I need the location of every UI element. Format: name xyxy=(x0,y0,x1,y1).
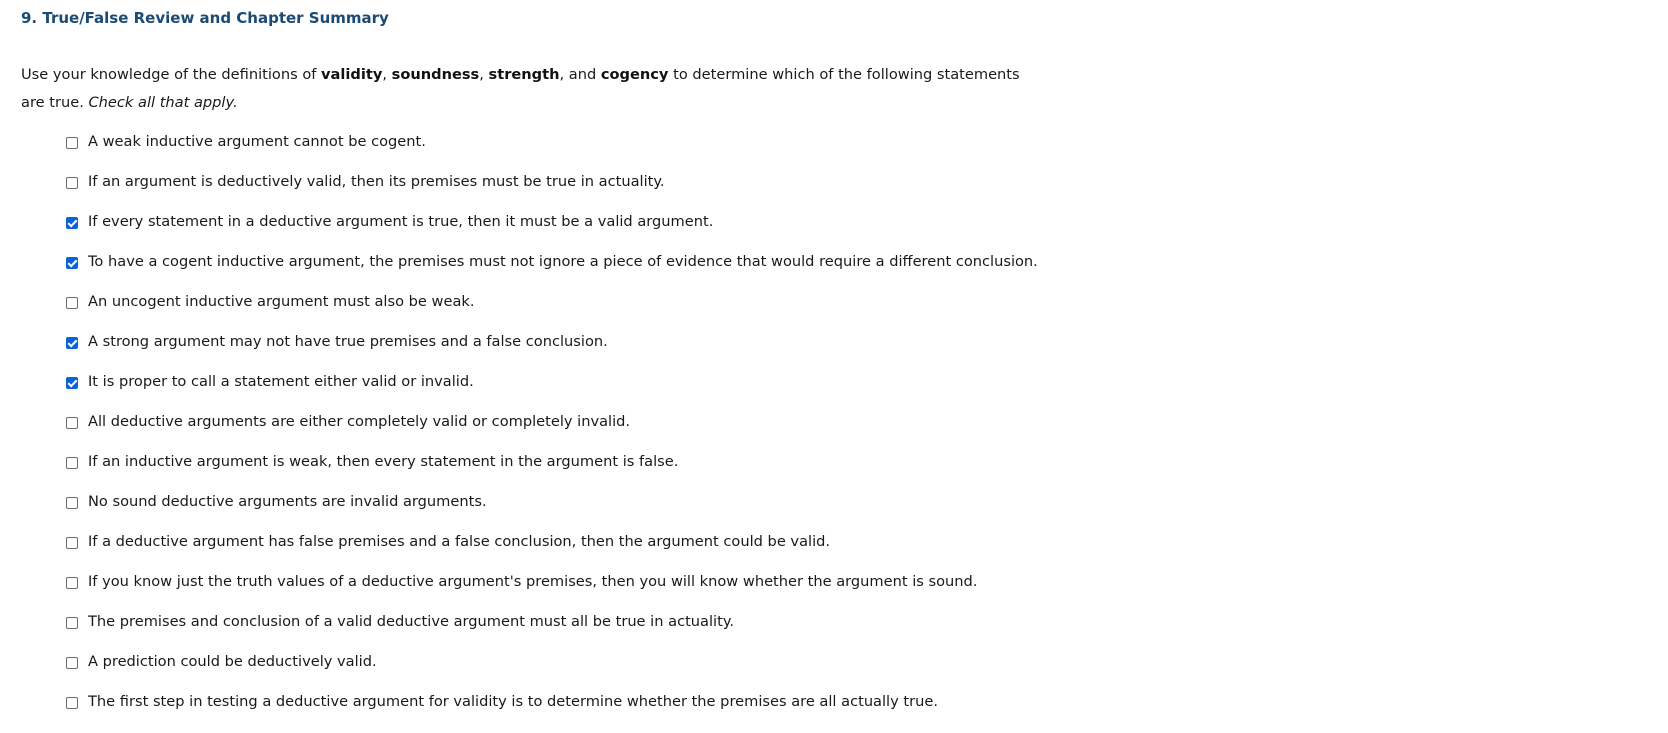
answer-option-label[interactable]: The first step in testing a deductive argument for validity is to determine whether the premises are all actually true. xyxy=(88,693,938,710)
instructions-separator: , xyxy=(479,66,489,83)
answer-option-label[interactable]: An uncogent inductive argument must also be weak. xyxy=(88,293,475,310)
answer-option-label[interactable]: If you know just the truth values of a deductive argument's premises, then you will know whether the argument is sound. xyxy=(88,573,978,590)
answer-option-label[interactable]: The premises and conclusion of a valid deductive argument must all be true in actuality. xyxy=(88,613,735,630)
answer-option[interactable] xyxy=(66,612,1038,652)
answer-option[interactable] xyxy=(66,292,1038,332)
answer-option-label[interactable]: A weak inductive argument cannot be cogent. xyxy=(88,133,426,150)
answer-option[interactable] xyxy=(66,652,1038,692)
checkbox[interactable] xyxy=(66,697,78,709)
term-validity: validity xyxy=(321,66,383,83)
answer-option[interactable] xyxy=(66,332,1038,372)
checkbox[interactable] xyxy=(66,577,78,589)
instructions-text: Use your knowledge of the definitions of xyxy=(21,66,322,83)
instructions-separator: , and xyxy=(559,66,601,83)
answer-option-label[interactable]: If an inductive argument is weak, then every statement in the argument is false. xyxy=(88,453,679,470)
answer-option[interactable] xyxy=(66,492,1038,532)
checkbox[interactable] xyxy=(66,617,78,629)
answer-option-label[interactable]: If a deductive argument has false premises and a false conclusion, then the argument could be valid. xyxy=(88,533,831,550)
answer-option-label[interactable]: No sound deductive arguments are invalid arguments. xyxy=(88,493,487,510)
checkbox-checked[interactable] xyxy=(66,257,78,269)
answer-option-label[interactable]: If an argument is deductively valid, then its premises must be true in actuality. xyxy=(88,173,665,190)
checkbox[interactable] xyxy=(66,137,78,149)
checkbox[interactable] xyxy=(66,177,78,189)
answer-option[interactable] xyxy=(66,252,1038,292)
answer-option-label[interactable]: To have a cogent inductive argument, the premises must not ignore a piece of evidence that would require a different conclusion. xyxy=(88,253,1038,270)
checkbox-checked[interactable] xyxy=(66,337,78,349)
answer-option[interactable] xyxy=(66,132,1038,172)
question-title: 9. True/False Review and Chapter Summary xyxy=(21,9,389,27)
answer-option[interactable] xyxy=(66,532,1038,572)
checkbox[interactable] xyxy=(66,417,78,429)
answer-option-label[interactable]: It is proper to call a statement either valid or invalid. xyxy=(88,373,474,390)
answer-option[interactable] xyxy=(66,372,1038,412)
question-instructions xyxy=(21,61,1021,117)
instructions-hint: Check all that apply. xyxy=(88,94,238,111)
term-strength: strength xyxy=(488,66,560,83)
checkbox[interactable] xyxy=(66,457,78,469)
answer-option-label[interactable]: A strong argument may not have true premises and a false conclusion. xyxy=(88,333,608,350)
checkbox[interactable] xyxy=(66,497,78,509)
answer-option[interactable] xyxy=(66,572,1038,612)
answer-options-list xyxy=(66,132,1038,732)
checkbox[interactable] xyxy=(66,657,78,669)
answer-option[interactable] xyxy=(66,412,1038,452)
answer-option[interactable] xyxy=(66,212,1038,252)
answer-option-label[interactable]: A prediction could be deductively valid. xyxy=(88,653,377,670)
answer-option[interactable] xyxy=(66,452,1038,492)
term-soundness: soundness xyxy=(391,66,480,83)
answer-option-label[interactable]: If every statement in a deductive argument is true, then it must be a valid argument. xyxy=(88,213,714,230)
answer-option[interactable] xyxy=(66,692,1038,732)
instructions-text: to determine which of the following statements are true. xyxy=(21,66,1020,111)
checkbox-checked[interactable] xyxy=(66,377,78,389)
checkbox-checked[interactable] xyxy=(66,217,78,229)
answer-option[interactable] xyxy=(66,172,1038,212)
term-cogency: cogency xyxy=(600,66,669,83)
checkbox[interactable] xyxy=(66,537,78,549)
checkbox[interactable] xyxy=(66,297,78,309)
answer-option-label[interactable]: All deductive arguments are either completely valid or completely invalid. xyxy=(88,413,631,430)
instructions-separator: , xyxy=(382,66,392,83)
